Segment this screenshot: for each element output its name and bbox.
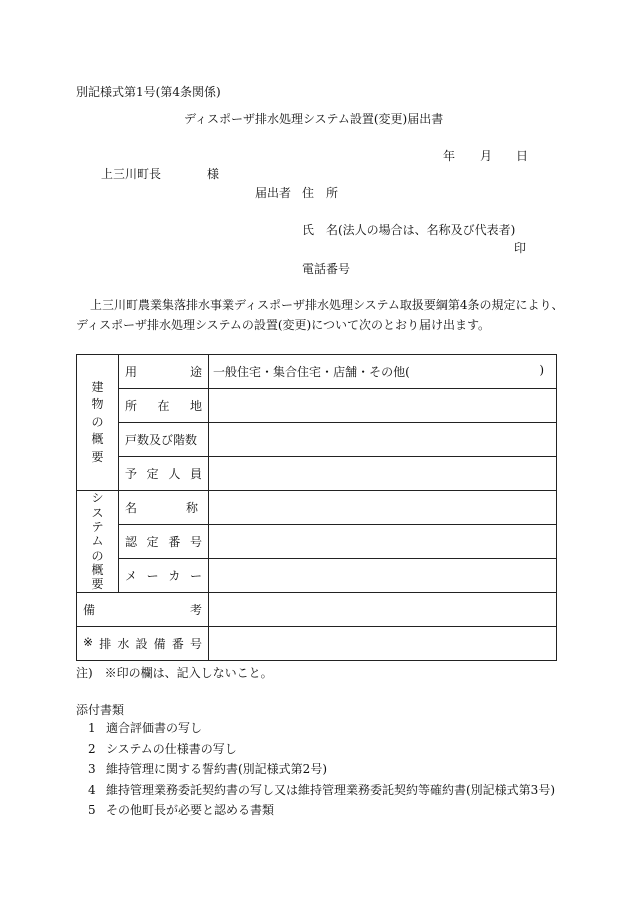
table-row <box>77 559 557 593</box>
seal-mark: 印 <box>514 241 527 255</box>
address-label: 住 所 <box>302 186 339 200</box>
phone-label: 電話番号 <box>302 262 351 276</box>
document-title: ディスポーザ排水処理システム設置(変更)届出書 <box>184 112 444 126</box>
table-row <box>77 593 557 627</box>
drainage-number-field <box>209 627 557 661</box>
remarks-label: 備 考 <box>77 593 209 627</box>
certification-number-label: 認 定 番 号 <box>119 525 209 559</box>
remarks-field[interactable] <box>209 593 557 627</box>
usage-field[interactable]: 一般住宅 ・ 集合住宅 ・ 店舗 ・ その他( ) <box>209 355 557 389</box>
certification-number-field[interactable] <box>209 525 557 559</box>
system-overview-header: シ ス テ ム の 概 要 <box>77 491 119 593</box>
table-row <box>77 457 557 491</box>
body-text-line-2: ディスポーザ排水処理システムの設置(変更)について次のとおり届け出ます。 <box>76 318 491 332</box>
drainage-number-label: ※ 排 水 設 備 番 号 <box>77 627 209 661</box>
date-month: 月 <box>480 149 493 163</box>
body-text-line-1: 上三川町農業集落排水事業ディスポーザ排水処理システム取扱要綱第4条の規定により、 <box>90 298 564 312</box>
honorific: 様 <box>207 167 220 181</box>
attachments-list <box>88 722 555 825</box>
building-overview-header: 建 物 の 概 要 <box>77 355 119 491</box>
list-item: 1 適合評価書の写し <box>88 721 203 735</box>
planned-occupants-label: 予 定 人 員 <box>119 457 209 491</box>
table-row <box>77 355 557 389</box>
units-floors-label: 戸数及び階数 <box>119 423 209 457</box>
list-item: 3 維持管理に関する誓約書(別記様式第2号) <box>88 762 327 776</box>
table-row <box>77 525 557 559</box>
system-name-label: 名 称 <box>119 491 209 525</box>
attachments-heading: 添付書類 <box>76 703 125 717</box>
note: 注) ※印の欄は、記入しないこと。 <box>76 666 273 680</box>
usage-option-house[interactable]: 一般住宅 <box>213 365 262 379</box>
usage-option-shop[interactable]: 店舗 <box>333 365 358 379</box>
usage-option-apartment[interactable]: 集合住宅 <box>273 365 322 379</box>
notification-table <box>76 354 557 661</box>
list-item: 2 システムの仕様書の写し <box>88 741 237 756</box>
table-row <box>77 423 557 457</box>
table-row <box>77 627 557 661</box>
list-item: 5 その他町長が必要と認める書類 <box>88 803 275 817</box>
planned-occupants-field[interactable] <box>209 457 557 491</box>
table-row <box>77 491 557 525</box>
list-item: 4 維持管理業務委託契約書の写し又は維持管理業務委託契約等確約書(別記様式第3号) <box>88 782 556 797</box>
system-name-field[interactable] <box>209 491 557 525</box>
applicant-label: 届出者 <box>255 186 292 200</box>
date-year: 年 <box>443 149 456 163</box>
usage-option-other[interactable]: その他( <box>369 365 410 379</box>
units-floors-field[interactable] <box>209 423 557 457</box>
manufacturer-label: メ ー カ ー <box>119 559 209 593</box>
location-label: 所 在 地 <box>119 389 209 423</box>
form-number: 別記様式第1号(第4条関係) <box>76 85 221 99</box>
table-row <box>77 389 557 423</box>
addressee: 上三川町長 <box>101 167 162 181</box>
date-day: 日 <box>516 149 529 163</box>
usage-label: 用 途 <box>119 355 209 389</box>
location-field[interactable] <box>209 389 557 423</box>
manufacturer-field[interactable] <box>209 559 557 593</box>
name-label: 氏 名(法人の場合は、名称及び代表者) <box>302 223 516 237</box>
